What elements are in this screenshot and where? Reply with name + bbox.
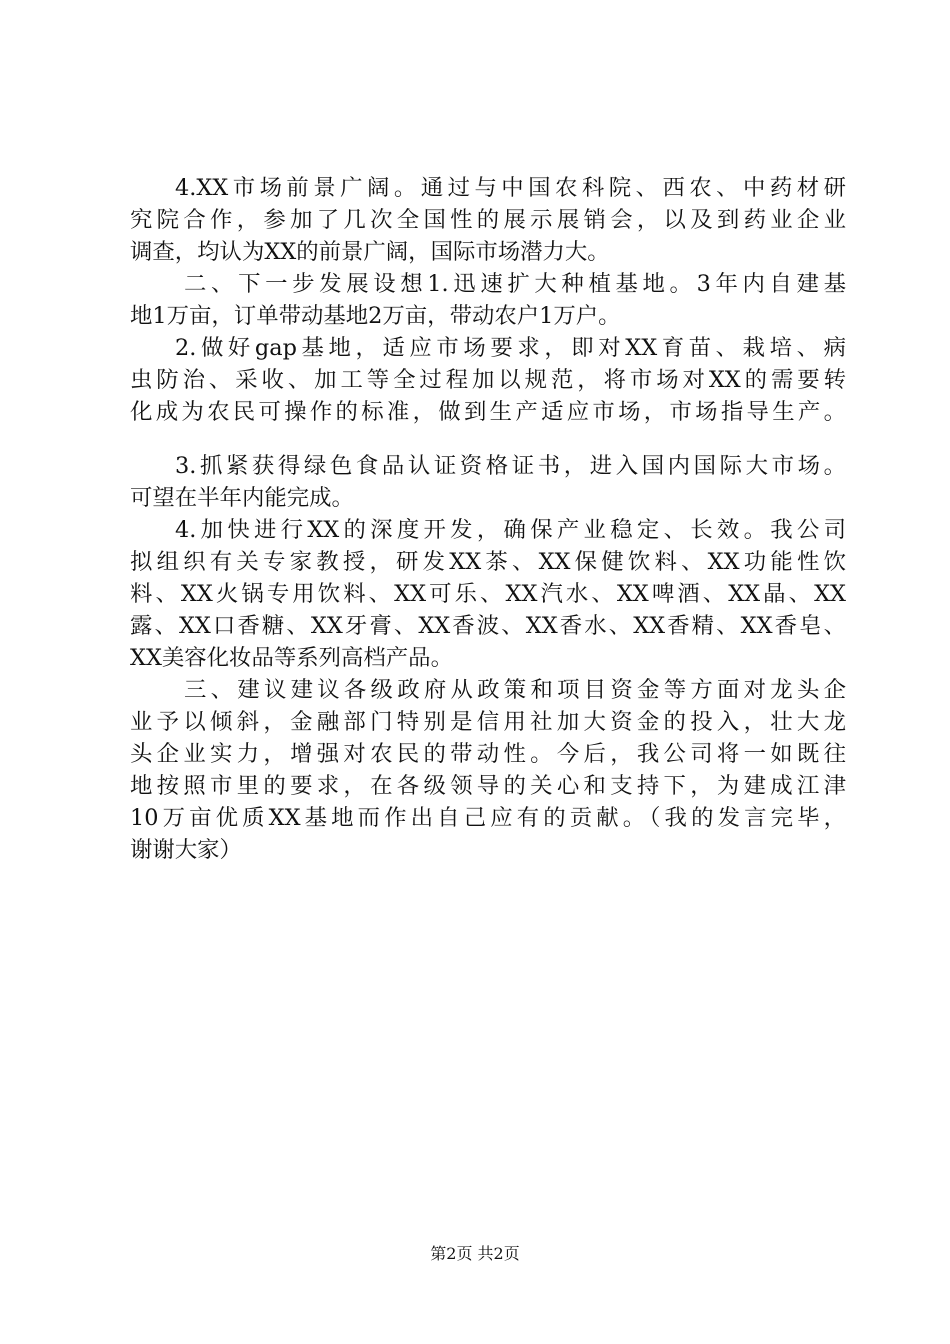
text-line: 拟组织有关专家教授，研发XX茶、XX保健饮料、XX功能性饮: [130, 549, 846, 575]
text-line: 4.XX市场前景广阔。通过与中国农科院、西农、中药材研: [175, 175, 846, 201]
paragraph-market-prospects: [130, 172, 846, 268]
text-line: 化成为农民可操作的标准，做到生产适应市场，市场指导生产。: [130, 399, 846, 425]
text-line: 3.抓紧获得绿色食品认证资格证书，进入国内国际大市场。: [175, 453, 846, 479]
document-body: [130, 172, 846, 866]
paragraph-suggestions: [130, 674, 846, 866]
text-line: 三、建议建议各级政府从政策和项目资金等方面对龙头企: [184, 677, 846, 703]
text-line: 露、XX口香糖、XX牙膏、XX香波、XX香水、XX香精、XX香皂、: [130, 613, 846, 639]
text-line: 可望在半年内能完成。: [130, 485, 354, 511]
text-line: 4.加快进行XX的深度开发，确保产业稳定、长效。我公司: [175, 517, 846, 543]
text-line: 调查，均认为XX的前景广阔，国际市场潜力大。: [130, 239, 610, 265]
text-line: 谢谢大家）: [130, 837, 242, 863]
page-number-footer: 第2页 共2页: [430, 1244, 520, 1263]
blank-line: [130, 428, 846, 450]
text-line: 虫防治、采收、加工等全过程加以规范，将市场对XX的需要转: [130, 367, 846, 393]
text-line: 地1万亩，订单带动基地2万亩，带动农户1万户。: [130, 303, 621, 329]
text-line: 10万亩优质XX基地而作出自己应有的贡献。（我的发言完毕，: [130, 805, 846, 831]
paragraph-next-steps: [130, 268, 846, 332]
paragraph-deep-development: [130, 514, 846, 674]
text-line: 2.做好gap基地，适应市场要求，即对XX育苗、栽培、病: [175, 335, 846, 361]
text-line: 料、XX火锅专用饮料、XX可乐、XX汽水、XX啤酒、XX晶、XX: [130, 581, 846, 607]
text-line: 究院合作，参加了几次全国性的展示展销会，以及到药业企业: [130, 207, 846, 233]
paragraph-green-certification: [130, 450, 846, 514]
text-line: XX美容化妆品等系列高档产品。: [130, 645, 453, 671]
text-line: 二、下一步发展设想1.迅速扩大种植基地。3年内自建基: [184, 271, 846, 297]
text-line: 头企业实力，增强对农民的带动性。今后，我公司将一如既往: [130, 741, 846, 767]
paragraph-gap-base: [130, 332, 846, 428]
text-line: 业予以倾斜，金融部门特别是信用社加大资金的投入，壮大龙: [130, 709, 846, 735]
text-line: 地按照市里的要求，在各级领导的关心和支持下，为建成江津: [130, 773, 846, 799]
